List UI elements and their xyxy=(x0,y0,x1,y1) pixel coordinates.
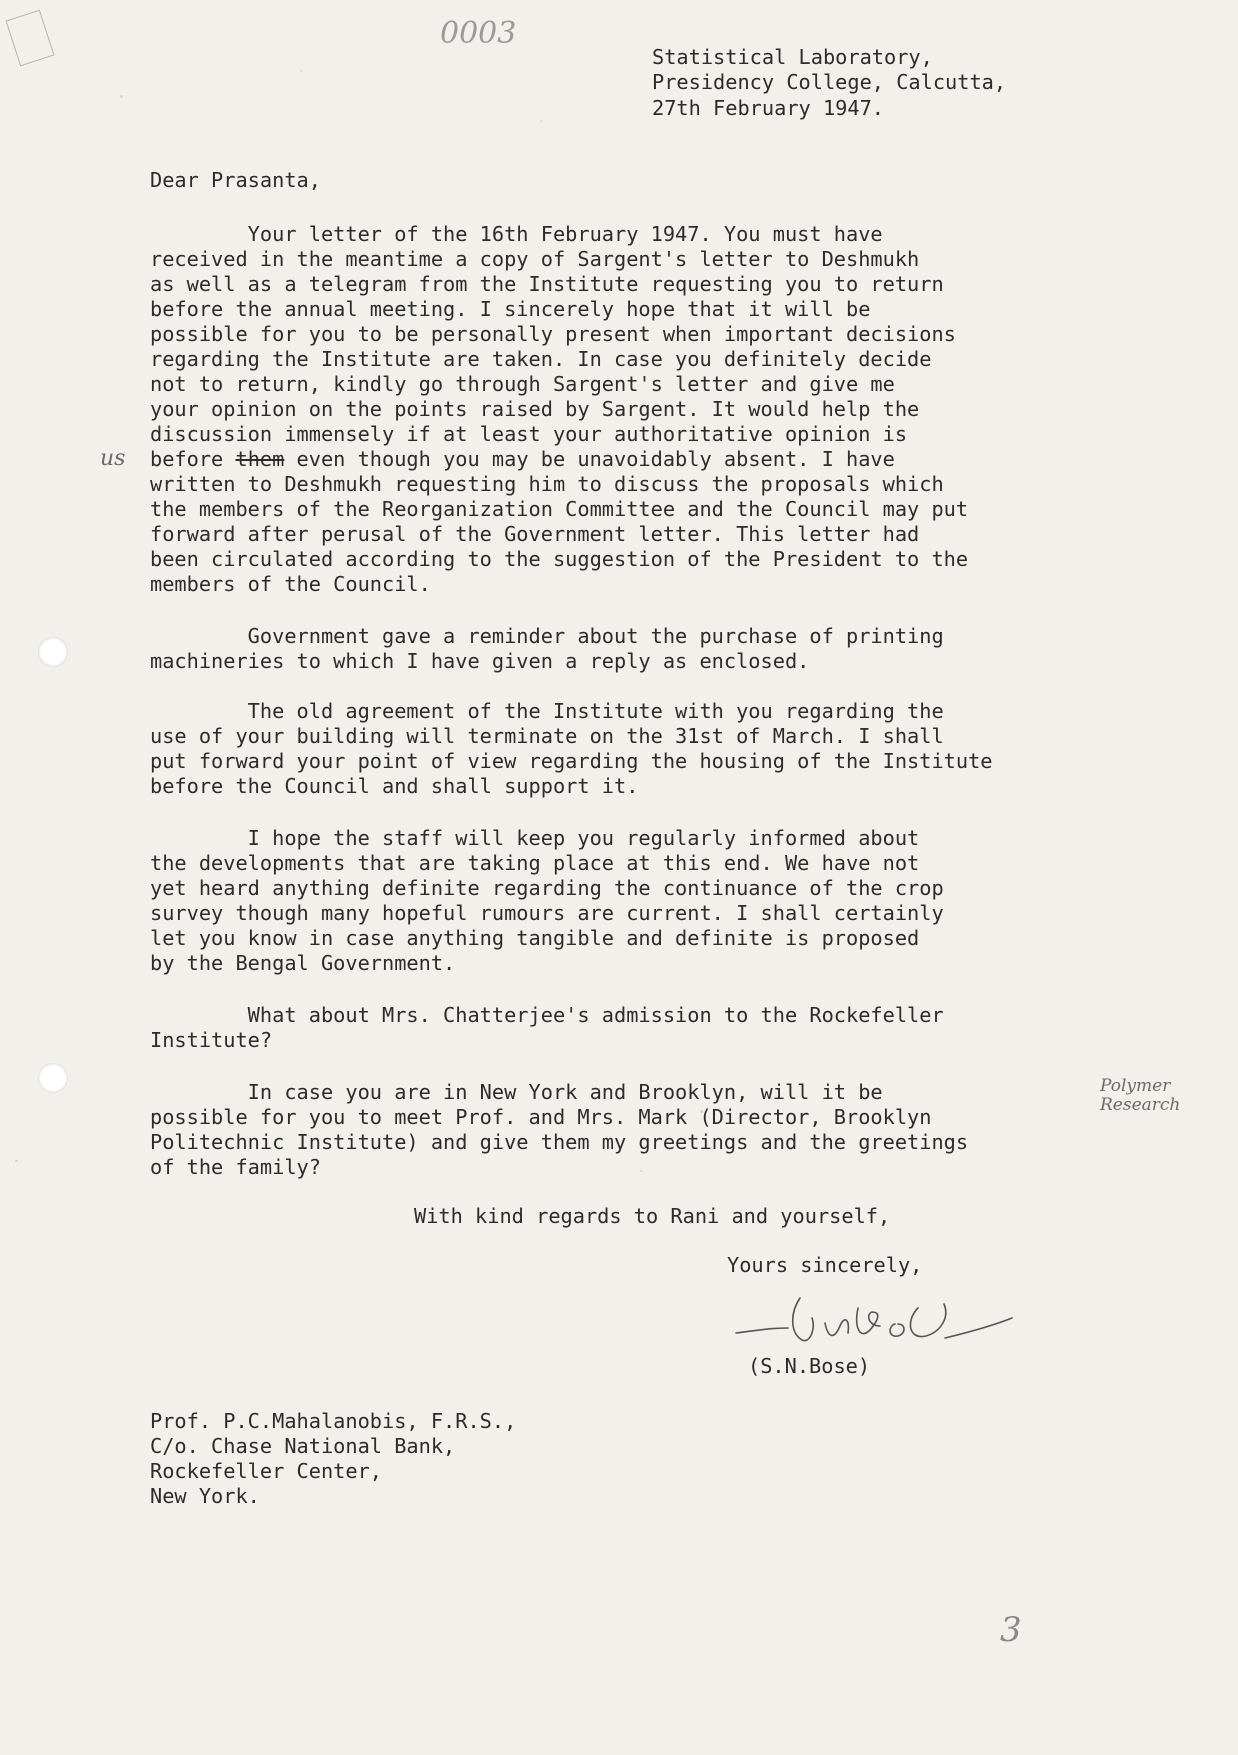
text-line: as well as a telegram from the Institute requesting you to return xyxy=(150,272,944,296)
handwritten-insertion: Polymer Research xyxy=(1100,1076,1181,1115)
text-line: possible for you to meet Prof. and Mrs. Mark (Director, Brooklyn xyxy=(150,1105,932,1129)
text-line: What about Mrs. Chatterjee's admission to the Rockefeller xyxy=(150,1003,944,1027)
signature-name: (S.N.Bose) xyxy=(748,1354,871,1378)
text-line: I hope the staff will keep you regularly informed about xyxy=(150,826,920,850)
paper-speck xyxy=(540,120,542,122)
text-line: possible for you to be personally present when important decisions xyxy=(150,322,956,346)
text-line: use of your building will terminate on the 31st of March. I shall xyxy=(150,724,944,748)
paper-speck xyxy=(640,1170,642,1172)
addressee-line: Prof. P.C.Mahalanobis, F.R.S., xyxy=(150,1409,517,1433)
addressee-line: New York. xyxy=(150,1484,260,1508)
text-line: before the annual meeting. I sincerely hope that it will be xyxy=(150,297,871,321)
text-line: Your letter of the 16th February 1947. You must have xyxy=(150,222,883,246)
margin-note: us xyxy=(100,446,126,471)
text-line: machineries to which I have given a reply as enclosed. xyxy=(150,649,810,673)
page-number: 3 xyxy=(1000,1610,1022,1650)
text-line: Government gave a reminder about the purchase of printing xyxy=(150,624,944,648)
closing: Yours sincerely, xyxy=(727,1253,923,1277)
text-line: put forward your point of view regarding the housing of the Institute xyxy=(150,749,993,773)
text-line: survey though many hopeful rumours are current. I shall certainly xyxy=(150,901,944,925)
signature-icon xyxy=(730,1278,1020,1353)
addressee-line: Rockefeller Center, xyxy=(150,1459,382,1483)
text-line: your opinion on the points raised by Sargent. It would help the xyxy=(150,397,920,421)
letter-date: 27th February 1947. xyxy=(652,96,884,120)
text-line: Politechnic Institute) and give them my greetings and the greetings xyxy=(150,1130,969,1154)
text-line: discussion immensely if at least your authoritative opinion is xyxy=(150,422,908,446)
salutation: Dear Prasanta, xyxy=(150,168,321,192)
text-line: yet heard anything definite regarding the continuance of the crop xyxy=(150,876,944,900)
text-line: received in the meantime a copy of Sargent's letter to Deshmukh xyxy=(150,247,920,271)
address-line: Statistical Laboratory, xyxy=(652,45,933,69)
paper-speck xyxy=(300,70,302,72)
text-line: the members of the Reorganization Committee and the Council may put xyxy=(150,497,969,521)
paper-speck xyxy=(15,1160,18,1162)
punch-hole-upper xyxy=(38,637,68,667)
closing-regards: With kind regards to Rani and yourself, xyxy=(414,1204,891,1228)
text-line-with-correction xyxy=(150,447,895,472)
archive-number: 0003 xyxy=(440,16,517,51)
text-line: In case you are in New York and Brooklyn, will it be xyxy=(150,1080,883,1104)
text-line: by the Bengal Government. xyxy=(150,951,456,975)
punch-hole-lower xyxy=(38,1063,68,1093)
text-line: regarding the Institute are taken. In case you definitely decide xyxy=(150,347,932,371)
struck-word: them xyxy=(235,447,285,471)
addressee-line: C/o. Chase National Bank, xyxy=(150,1434,456,1458)
address-line: Presidency College, Calcutta, xyxy=(652,70,1007,94)
text-line: before the Council and shall support it. xyxy=(150,774,639,798)
text-line: forward after perusal of the Government letter. This letter had xyxy=(150,522,920,546)
text-line: written to Deshmukh requesting him to discuss the proposals which xyxy=(150,472,944,496)
text-line: Institute? xyxy=(150,1028,273,1052)
text-line: been circulated according to the suggestion of the President to the xyxy=(150,547,969,571)
text-line: The old agreement of the Institute with you regarding the xyxy=(150,699,944,723)
text-line: members of the Council. xyxy=(150,572,431,596)
text-line: let you know in case anything tangible and definite is proposed xyxy=(150,926,920,950)
text-line: the developments that are taking place at this end. We have not xyxy=(150,851,920,875)
text-line: not to return, kindly go through Sargent's letter and give me xyxy=(150,372,895,396)
text-line: of the family? xyxy=(150,1155,321,1179)
text-segment: even though you may be unavoidably absent. I have xyxy=(284,447,895,471)
page-corner-mark xyxy=(5,10,54,67)
text-segment: before xyxy=(150,447,236,471)
paper-speck xyxy=(120,95,123,98)
